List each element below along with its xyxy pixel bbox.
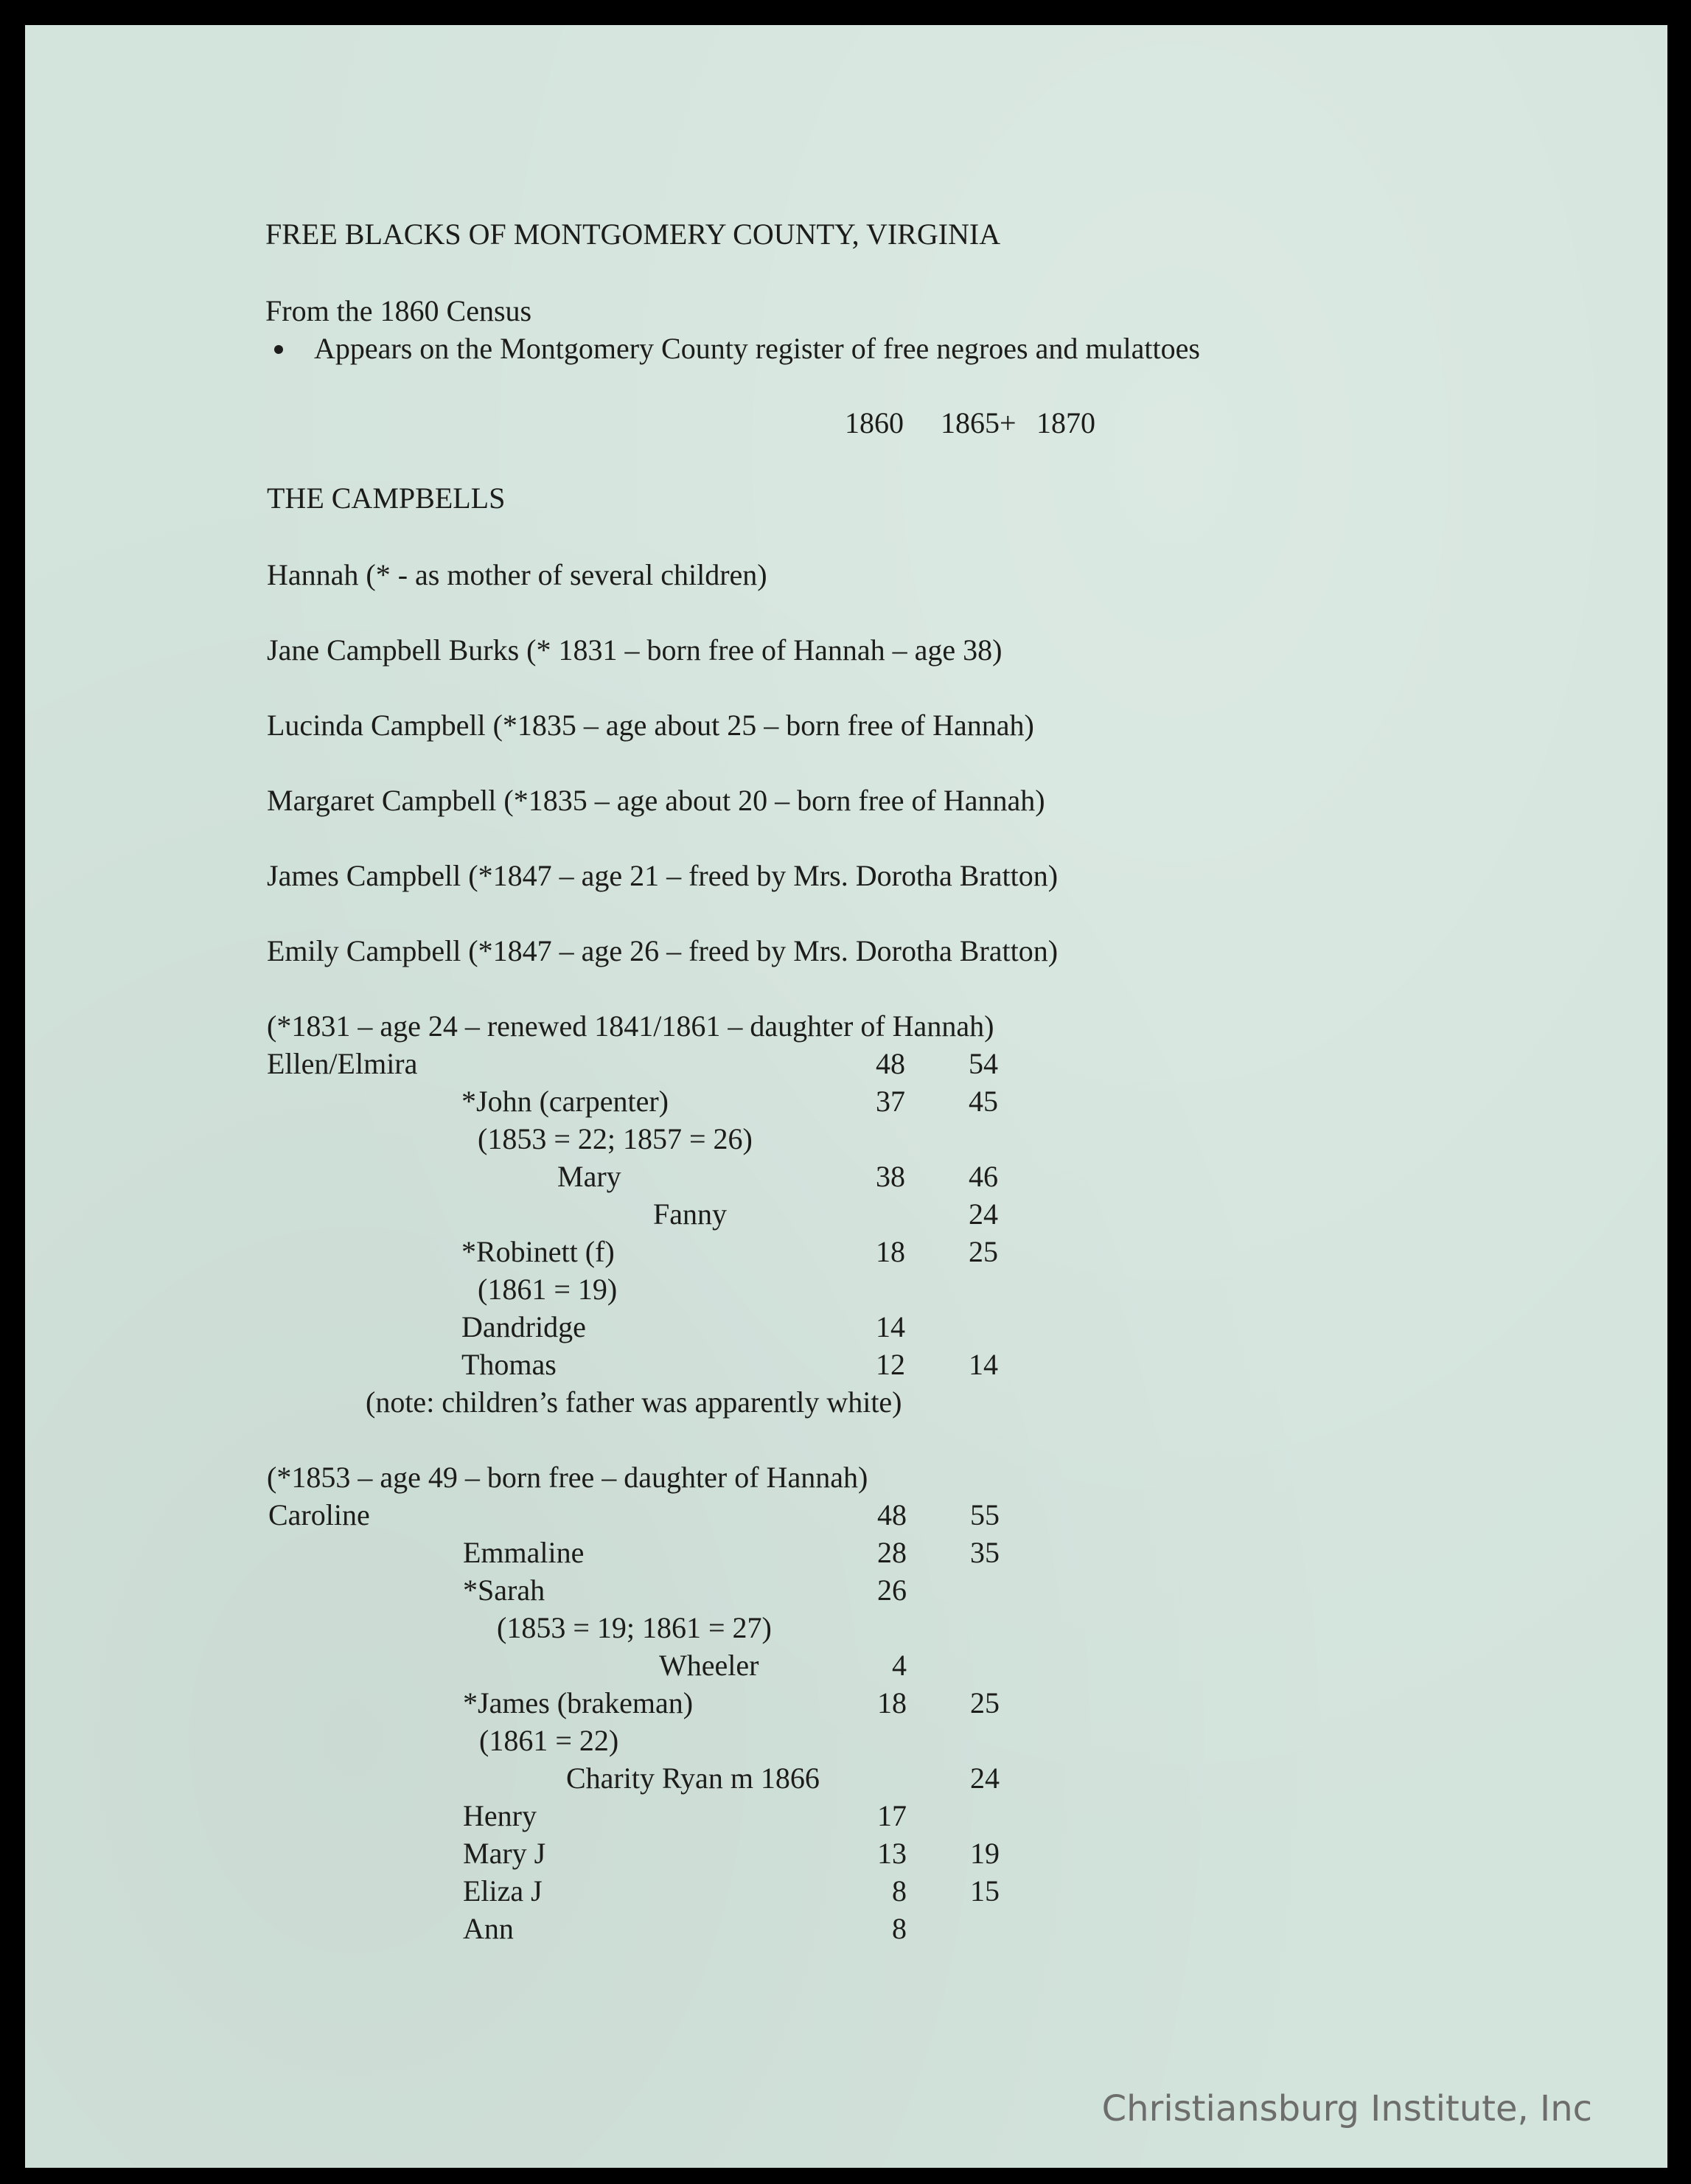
- caroline-row-name: Wheeler: [659, 1649, 759, 1682]
- year-header-1870: 1870: [1036, 406, 1095, 439]
- caroline-row-name: *Sarah: [463, 1573, 545, 1607]
- bullet-note: Appears on the Montgomery County register of free negroes and mulattoes: [314, 332, 1200, 365]
- caroline-row-name: (1853 = 19; 1861 = 27): [497, 1611, 772, 1644]
- ellen-row-1870: 46: [969, 1160, 998, 1193]
- ellen-row-name: Thomas: [461, 1348, 557, 1381]
- ellen-row-name: *John (carpenter): [461, 1085, 669, 1118]
- entry-emily: Emily Campbell (*1847 – age 26 – freed by Mrs. Dorotha Bratton): [267, 934, 1059, 967]
- caroline-row-1860: 18: [877, 1686, 907, 1719]
- caroline-row-name: Emmaline: [463, 1536, 585, 1569]
- caroline-row-name: Eliza J: [463, 1874, 543, 1907]
- caroline-row-1870: 19: [970, 1837, 1000, 1870]
- caroline-row-name: Caroline: [268, 1498, 370, 1531]
- caroline-row-name: Charity Ryan m 1866: [566, 1762, 820, 1795]
- ellen-row-1870: 25: [969, 1235, 998, 1268]
- ellen-row-1860: 14: [876, 1310, 905, 1343]
- watermark: Christiansburg Institute, Inc: [1101, 2088, 1592, 2129]
- ellen-row-1860: 48: [876, 1047, 905, 1080]
- ellen-row-1870: 14: [969, 1348, 998, 1381]
- entry-lucinda: Lucinda Campbell (*1835 – age about 25 – born free of Hannah): [267, 709, 1034, 742]
- ellen-row-1860: 18: [876, 1235, 905, 1268]
- section-heading: THE CAMPBELLS: [267, 481, 506, 515]
- entry-james: James Campbell (*1847 – age 21 – freed by Mrs. Dorotha Bratton): [267, 859, 1059, 892]
- ellen-row-name: Fanny: [653, 1197, 727, 1231]
- ellen-row-name: Ellen/Elmira: [267, 1047, 418, 1080]
- caroline-row-name: Henry: [463, 1799, 537, 1832]
- year-header-1865: 1865+: [941, 406, 1017, 439]
- entry-jane: Jane Campbell Burks (* 1831 – born free of Hannah – age 38): [267, 633, 1003, 667]
- caroline-row-name: (1861 = 22): [479, 1724, 619, 1757]
- ellen-row-1870: 24: [969, 1197, 998, 1231]
- source-line: From the 1860 Census: [265, 294, 532, 327]
- ellen-row-1860: 38: [876, 1160, 905, 1193]
- ellen-row-1860: 37: [876, 1085, 905, 1118]
- caroline-row-1870: 25: [970, 1686, 1000, 1719]
- caroline-row-1860: 17: [877, 1799, 907, 1832]
- caroline-row-1860: 26: [877, 1573, 907, 1607]
- document-page: [25, 25, 1667, 2168]
- year-header-1860: 1860: [845, 406, 904, 439]
- entry-hannah: Hannah (* - as mother of several children): [267, 558, 767, 591]
- caroline-row-name: Mary J: [463, 1837, 546, 1870]
- ellen-row-name: (1861 = 19): [478, 1273, 618, 1306]
- caroline-row-1870: 24: [970, 1762, 1000, 1795]
- caroline-row-1860: 4: [892, 1649, 907, 1682]
- caroline-row-1870: 55: [970, 1498, 1000, 1531]
- entry-margaret: Margaret Campbell (*1835 – age about 20 – born free of Hannah): [267, 784, 1045, 817]
- ellen-row-name: Mary: [557, 1160, 621, 1193]
- caroline-row-1860: 8: [892, 1874, 907, 1907]
- ellen-row-name: (1853 = 22; 1857 = 26): [478, 1122, 753, 1155]
- caroline-row-1870: 35: [970, 1536, 1000, 1569]
- ellen-note: (*1831 – age 24 – renewed 1841/1861 – daughter of Hannah): [267, 1009, 994, 1043]
- ellen-row-1870: 54: [969, 1047, 998, 1080]
- ellen-footnote: (note: children’s father was apparently white): [366, 1385, 902, 1419]
- caroline-row-1860: 13: [877, 1837, 907, 1870]
- ellen-row-1870: 45: [969, 1085, 998, 1118]
- caroline-row-1860: 28: [877, 1536, 907, 1569]
- ellen-row-name: Dandridge: [461, 1310, 586, 1343]
- bullet-icon: [274, 345, 283, 354]
- caroline-row-name: *James (brakeman): [463, 1686, 694, 1719]
- caroline-row-1860: 48: [877, 1498, 907, 1531]
- ellen-row-1860: 12: [876, 1348, 905, 1381]
- caroline-row-name: Ann: [463, 1912, 514, 1945]
- document-title: FREE BLACKS OF MONTGOMERY COUNTY, VIRGINIA: [265, 218, 1001, 251]
- ellen-row-name: *Robinett (f): [461, 1235, 615, 1268]
- caroline-note: (*1853 – age 49 – born free – daughter of Hannah): [267, 1461, 868, 1494]
- caroline-row-1860: 8: [892, 1912, 907, 1945]
- caroline-row-1870: 15: [970, 1874, 1000, 1907]
